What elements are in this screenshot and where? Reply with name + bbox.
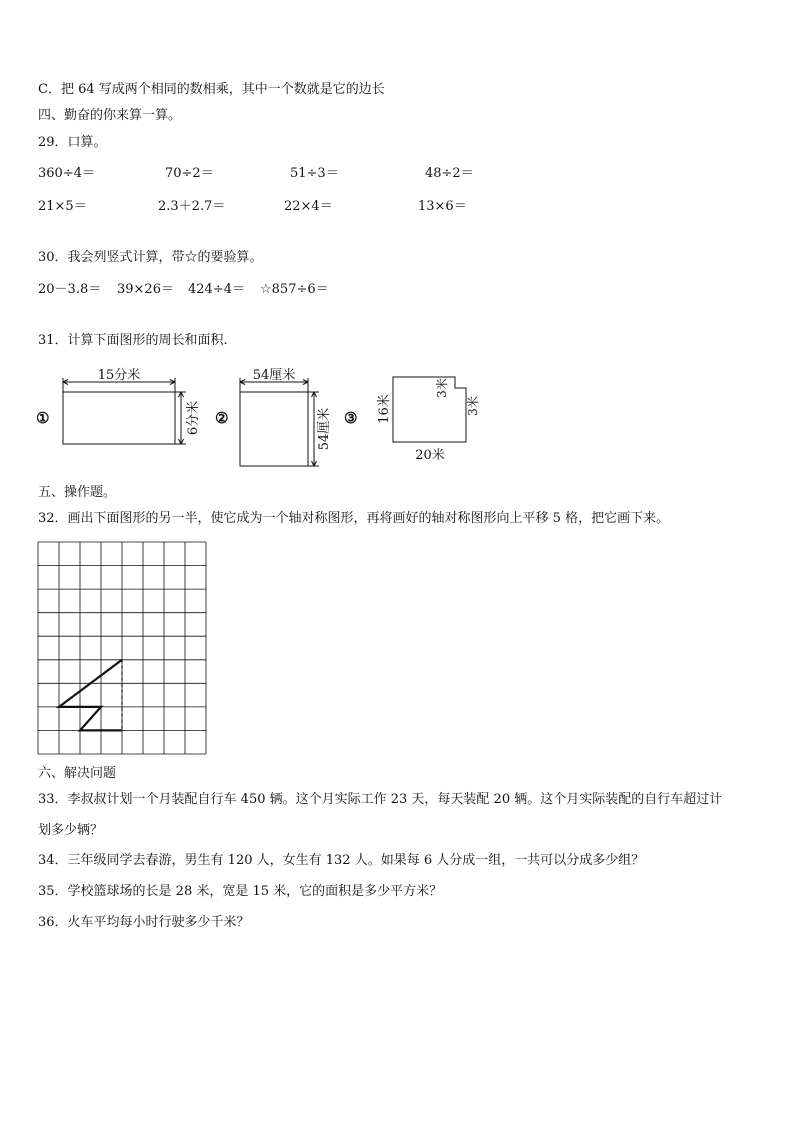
question-31: 31．计算下面图形的周长和面积. [38, 333, 228, 348]
figure-2-right-label: 54厘米 [316, 407, 332, 451]
figure-marker-1: ① [36, 409, 50, 427]
question-30: 30．我会列竖式计算，带☆的要验算。 [38, 250, 263, 265]
question-34: 34．三年级同学去春游，男生有 120 人，女生有 132 人。如果每 6 人分成一组，一共可以分成多少组？ [38, 853, 645, 868]
figure-2-top-label: 54厘米 [252, 368, 296, 383]
calc-item: 13×6＝ [418, 199, 467, 214]
question-35: 35．学校篮球场的长是 28 米，宽是 15 米，它的面积是多少平方米？ [38, 884, 443, 899]
figure-3-notch-horizontal-label: 3米 [466, 396, 480, 416]
section-6-heading: 六、解决问题 [38, 766, 117, 781]
figure-3-notch-vertical-label: 3米 [435, 378, 449, 398]
calc-item: 424÷4＝ [188, 282, 245, 297]
calc-item: 360÷4＝ [38, 166, 95, 181]
figure-3-left-label: 16米 [377, 394, 392, 424]
calc-item: 20－3.8＝ [38, 282, 102, 297]
figure-1-top-label: 15分米 [97, 368, 141, 383]
calc-item: 51÷3＝ [290, 166, 339, 181]
figure-marker-2: ② [215, 409, 229, 427]
section-4-heading: 四、勤奋的你来算一算。 [38, 108, 182, 123]
question-36: 36．火车平均每小时行驶多少千米？ [38, 915, 250, 930]
figure-marker-3: ③ [344, 409, 358, 427]
figures-diagram [0, 360, 794, 470]
calc-item: 21×5＝ [38, 199, 87, 214]
option-c: C．把 64 写成两个相同的数相乘，其中一个数就是它的边长 [38, 82, 385, 97]
figure-3-notched-shape [393, 377, 466, 442]
symmetry-grid [36, 540, 208, 758]
figure-2-square [240, 392, 308, 466]
section-5-heading: 五、操作题。 [38, 485, 117, 500]
calc-item: 22×4＝ [284, 199, 333, 214]
half-figure [59, 660, 122, 731]
figure-1-right-label: 6分米 [185, 400, 201, 436]
question-29: 29．口算。 [38, 135, 107, 150]
figure-3-bottom-label: 20米 [415, 448, 445, 463]
figure-1-rectangle [63, 392, 175, 444]
question-33: 33．李叔叔计划一个月装配自行车 450 辆。这个月实际工作 23 天，每天装配 20 辆。这个月实际装配的自行车超过计 [38, 792, 723, 807]
question-33-continued: 划多少辆？ [38, 823, 104, 838]
calc-item: ☆857÷6＝ [260, 282, 329, 297]
question-32: 32．画出下面图形的另一半，使它成为一个轴对称图形，再将画好的轴对称图形向上平移 5 格，把它画下来。 [38, 511, 670, 526]
calc-item: 2.3＋2.7＝ [158, 199, 226, 214]
calc-item: 70÷2＝ [165, 166, 214, 181]
calc-item: 48÷2＝ [425, 166, 474, 181]
calc-item: 39×26＝ [117, 282, 174, 297]
